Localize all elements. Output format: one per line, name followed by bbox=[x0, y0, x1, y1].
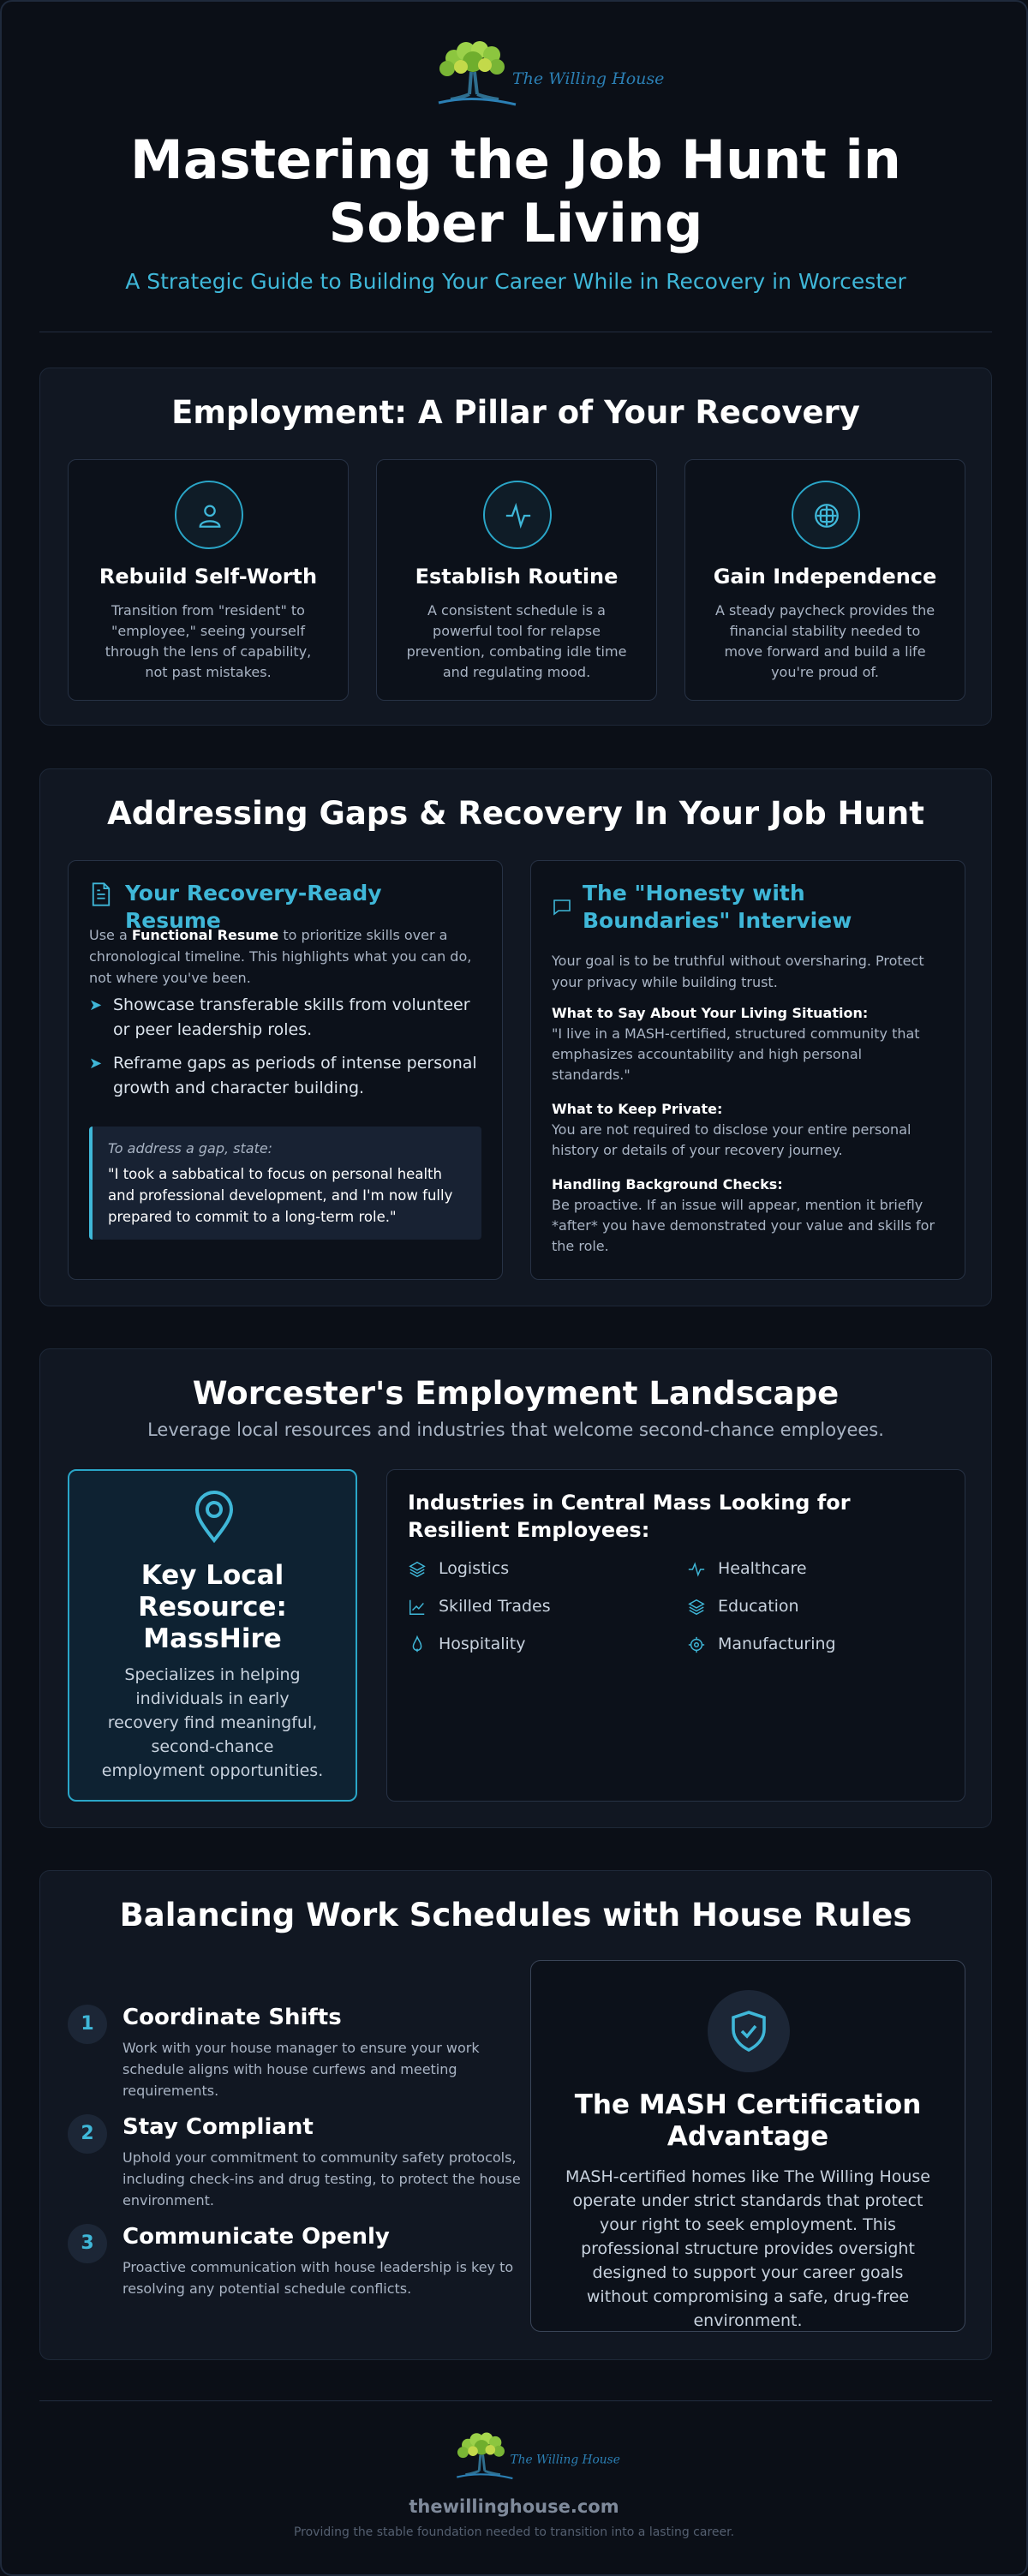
balance-section bbox=[39, 1870, 992, 2360]
masshire-card bbox=[68, 1469, 357, 1802]
user-icon bbox=[195, 501, 224, 530]
list-item: ➤ Showcase transferable skills from volunteer or peer leadership roles. bbox=[89, 993, 481, 1043]
step-text: Proactive communication with house leadership is key to resolving any potential schedule conflicts. bbox=[123, 2259, 514, 2297]
step-text: Uphold your commitment to community safety protocols, including check-ins and drug testing, to protect the house environment. bbox=[123, 2149, 521, 2208]
svg-text:The Willing House: The Willing House bbox=[510, 2453, 620, 2467]
layers-icon bbox=[408, 1560, 427, 1579]
pulse-icon bbox=[504, 501, 533, 530]
card-title: Establish Routine bbox=[415, 565, 619, 589]
shield-check-icon bbox=[728, 2009, 769, 2053]
landscape-section bbox=[39, 1348, 992, 1828]
gaps-section bbox=[39, 768, 992, 1306]
step-number: 2 bbox=[68, 2114, 107, 2154]
card-text: Transition from "resident" to "employee," seeing yourself through the lens of capability, not past mistakes. bbox=[105, 602, 312, 680]
industry-item: Skilled Trades bbox=[408, 1595, 551, 1617]
step-text: Work with your house manager to ensure your work schedule aligns with house curfews and meeting requirements. bbox=[123, 2040, 480, 2099]
step-title: Stay Compliant bbox=[123, 2114, 314, 2140]
interview-intro: Your goal is to be truthful without oversharing. Protect your privacy while building trust. bbox=[552, 953, 924, 990]
step-title: Coordinate Shifts bbox=[123, 2005, 342, 2030]
gap-quote bbox=[89, 1127, 481, 1240]
list-item: ➤ Reframe gaps as periods of intense personal growth and character building. bbox=[89, 1051, 481, 1101]
willing-house-logo bbox=[430, 38, 665, 110]
step-title: Communicate Openly bbox=[123, 2224, 390, 2250]
step-number: 1 bbox=[68, 2005, 107, 2044]
card-title: Gain Independence bbox=[713, 565, 937, 589]
page-subtitle: A Strategic Guide to Building Your Career While in Recovery in Worcester bbox=[125, 269, 906, 294]
card-routine bbox=[376, 459, 657, 701]
card-self-worth bbox=[68, 459, 349, 701]
interview-heading: What to Say About Your Living Situation: bbox=[552, 1005, 869, 1021]
industry-item: Manufacturing bbox=[687, 1633, 836, 1655]
pulse-icon bbox=[687, 1560, 706, 1579]
chat-icon bbox=[552, 897, 572, 917]
flame-icon bbox=[408, 1635, 427, 1654]
quote-label: To address a gap, state: bbox=[108, 1140, 273, 1157]
interview-body: "I live in a MASH-certified, structured community that emphasizes accountability and high personal standards." bbox=[552, 1025, 920, 1083]
divider bbox=[39, 2400, 992, 2401]
industry-item: Education bbox=[687, 1595, 799, 1617]
industry-item: Healthcare bbox=[687, 1557, 807, 1580]
interview-title: The "Honesty with Boundaries" Interview bbox=[583, 881, 852, 933]
card-independence bbox=[684, 459, 965, 701]
card-text: A consistent schedule is a powerful tool for relapse prevention, combating idle time and regulating mood. bbox=[406, 602, 627, 680]
interview-heading: Handling Background Checks: bbox=[552, 1176, 783, 1192]
coin-icon bbox=[812, 501, 841, 530]
interview-card bbox=[530, 860, 965, 1280]
step-number: 3 bbox=[68, 2224, 107, 2263]
section-title: Balancing Work Schedules with House Rules bbox=[119, 1897, 912, 1933]
arrow-icon: ➤ bbox=[89, 996, 103, 1014]
interview-body: Be proactive. If an issue will appear, mention it briefly *after* you have demonstrated your value and skills for the role. bbox=[552, 1197, 935, 1254]
chart-icon bbox=[408, 1598, 427, 1617]
footer-logo bbox=[451, 2430, 620, 2483]
section-title: Employment: A Pillar of Your Recovery bbox=[171, 394, 860, 431]
arrow-icon: ➤ bbox=[89, 1055, 103, 1073]
resume-card bbox=[68, 860, 503, 1280]
resume-intro: Use a Functional Resume to prioritize skills over a chronological timeline. This highlights what you can do, not where you've been. bbox=[89, 927, 472, 986]
industries-title: Industries in Central Mass Looking for Resilient Employees: bbox=[408, 1491, 851, 1542]
svg-text:The Willing House: The Willing House bbox=[512, 69, 665, 88]
card-title: Rebuild Self-Worth bbox=[99, 565, 318, 589]
footer-tagline: Providing the stable foundation needed to transition into a lasting career. bbox=[293, 2525, 735, 2539]
document-icon bbox=[89, 882, 113, 907]
resource-text: Specializes in helping individuals in early recovery find meaningful, second-chance employment opportunities. bbox=[101, 1665, 324, 1780]
quote-text: "I took a sabbatical to focus on personal health and professional development, and I'm now fully prepared to commit to a long-term role." bbox=[108, 1166, 453, 1225]
section-subtitle: Leverage local resources and industries that welcome second-chance employees. bbox=[147, 1419, 884, 1440]
industries-card bbox=[386, 1469, 965, 1802]
mash-card bbox=[530, 1960, 965, 2332]
card-text: A steady paycheck provides the financial stability needed to move forward and build a life you're proud of. bbox=[714, 602, 935, 680]
mash-title: The MASH Certification Advantage bbox=[574, 2089, 922, 2152]
layers-icon bbox=[687, 1598, 706, 1617]
interview-heading: What to Keep Private: bbox=[552, 1101, 723, 1117]
pillar-section bbox=[39, 368, 992, 726]
footer-site-link[interactable]: thewillinghouse.com bbox=[409, 2496, 619, 2517]
gear-icon bbox=[687, 1635, 706, 1654]
section-title: Addressing Gaps & Recovery In Your Job Hunt bbox=[107, 795, 924, 832]
interview-body: You are not required to disclose your entire personal history or details of your recovery journey. bbox=[552, 1121, 911, 1158]
resource-title: Key Local Resource: MassHire bbox=[138, 1560, 287, 1654]
mash-text: MASH-certified homes like The Willing House operate under strict standards that protect your right to seek employment. This professional structure provides oversight designed to support your career goals without compromising a safe, drug-free environment. bbox=[565, 2167, 930, 2330]
industry-item: Logistics bbox=[408, 1557, 509, 1580]
page-title: Mastering the Job Hunt in Sober Living bbox=[130, 129, 901, 254]
industry-item: Hospitality bbox=[408, 1633, 526, 1655]
map-pin-icon bbox=[194, 1491, 235, 1545]
section-title: Worcester's Employment Landscape bbox=[192, 1375, 840, 1412]
resume-title: Your Recovery-Ready Resume bbox=[125, 881, 382, 933]
